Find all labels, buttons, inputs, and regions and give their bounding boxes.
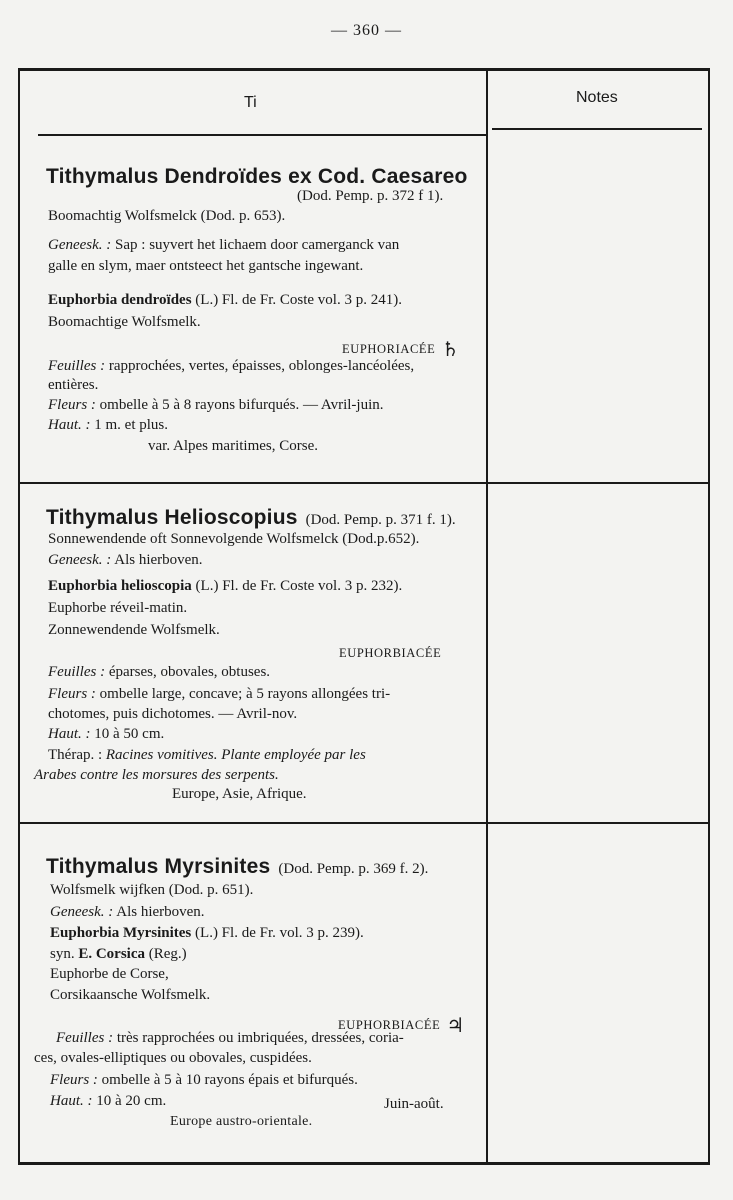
feuilles-line (48, 664, 270, 681)
entry-ref: (Dod. Pemp. p. 369 f. 2). (278, 861, 429, 877)
feuilles-text-cont: ces, ovales-elliptiques ou obovales, cuspidées. (34, 1050, 312, 1066)
common-name: Boomachtige Wolfsmelk. (48, 314, 201, 330)
header-rule-left (38, 134, 486, 136)
common-name-fr: Euphorbe réveil-matin. (48, 600, 188, 616)
dodoens-name: Boomachtig Wolfsmelck (Dod. p. 653). (48, 208, 286, 224)
synonym-line (50, 946, 187, 963)
distribution: Europe austro-orientale. (170, 1114, 313, 1129)
row-divider-2 (18, 822, 710, 824)
geneesk-text: Sap : suyvert het lichaem door camerganck van (115, 237, 400, 253)
feuilles-text: éparses, obovales, obtuses. (108, 664, 271, 680)
shrub-symbol-icon: ♄ (441, 337, 460, 361)
perennial-symbol-icon: ♃ (446, 1013, 465, 1037)
family-name: EUPHORBIACÉE (338, 1018, 441, 1032)
column-divider (486, 68, 488, 1165)
table-right-border (708, 68, 710, 1165)
row-divider-1 (18, 482, 710, 484)
table-left-border (18, 68, 20, 1165)
dodoens-name: Sonnewendende oft Sonnevolgende Wolfsmelck (Dod.p.652). (48, 531, 420, 547)
geneesk-label: Geneesk. : (48, 552, 112, 568)
geneesk-text-cont: galle en slym, maer ontsteect het gantsche ingewant. (48, 258, 364, 274)
page-number: — 360 — (331, 22, 402, 39)
fleurs-line (48, 686, 390, 703)
feuilles-label: Feuilles : (56, 1030, 114, 1046)
haut-text: 1 m. et plus. (94, 417, 168, 433)
species-ref: (L.) Fl. de Fr. vol. 3 p. 239). (195, 925, 364, 941)
entry-title: Tithymalus Myrsinites (46, 855, 271, 878)
entry-ref: (Dod. Pemp. p. 372 f 1). (297, 188, 444, 204)
entry-heading (46, 506, 456, 530)
fleurs-label: Fleurs : (48, 686, 96, 702)
family-name: EUPHORBIACÉE (339, 646, 442, 660)
haut-label: Haut. : (48, 417, 91, 433)
haut-label: Haut. : (50, 1093, 93, 1109)
haut-label: Haut. : (48, 726, 91, 742)
therap-line (48, 747, 366, 764)
fleurs-label: Fleurs : (48, 397, 96, 413)
dodoens-name: Wolfsmelk wijfken (Dod. p. 651). (50, 882, 254, 898)
fleurs-text: ombelle à 5 à 8 rayons bifurqués. — Avril-juin. (99, 397, 384, 413)
feuilles-text-cont: entières. (48, 377, 99, 393)
species-name: Euphorbia Myrsinites (50, 925, 192, 941)
feuilles-label: Feuilles : (48, 664, 106, 680)
syn-name: E. Corsica (78, 946, 146, 962)
syn-prefix: syn. (50, 946, 75, 962)
feuilles-label: Feuilles : (48, 358, 106, 374)
common-name-fr: Euphorbe de Corse, (50, 966, 169, 982)
geneesk-line (48, 552, 203, 569)
fleurs-text: ombelle large, concave; à 5 rayons allongées tri- (99, 686, 391, 702)
fleurs-text-cont: chotomes, puis dichotomes. — Avril-nov. (48, 706, 298, 722)
species-name: Euphorbia helioscopia (48, 578, 192, 594)
feuilles-text: rapprochées, vertes, épaisses, oblonges-lancéolées, (108, 358, 415, 374)
geneesk-text: Als hierboven. (114, 552, 203, 568)
season: Juin-août. (384, 1096, 444, 1112)
feuilles-line (56, 1030, 404, 1047)
therap-text: Racines vomitives. Plante employée par les (105, 747, 366, 763)
geneesk-text: Als hierboven. (116, 904, 205, 920)
common-name-nl: Zonnewendende Wolfsmelk. (48, 622, 220, 638)
fleurs-label: Fleurs : (50, 1072, 98, 1088)
entry-title: Tithymalus Dendroïdes ex Cod. Caesareo (46, 165, 468, 188)
fleurs-line (48, 397, 384, 414)
family-name: EUPHORIACÉE (342, 342, 436, 356)
table-bottom-rule (18, 1162, 710, 1165)
syn-ref: (Reg.) (148, 946, 187, 962)
entry-ref: (Dod. Pemp. p. 371 f. 1). (305, 512, 456, 528)
therap-text-cont: Arabes contre les morsures des serpents. (34, 767, 279, 783)
distribution: Europe, Asie, Afrique. (172, 786, 307, 802)
species-ref: (L.) Fl. de Fr. Coste vol. 3 p. 232). (195, 578, 403, 594)
fleurs-text: ombelle à 5 à 10 rayons épais et bifurqués. (101, 1072, 358, 1088)
haut-line (50, 1093, 166, 1110)
header-left: Ti (244, 94, 257, 111)
feuilles-line (48, 358, 414, 375)
geneesk-label: Geneesk. : (48, 237, 112, 253)
species-line (48, 292, 402, 309)
therap-label: Thérap. : (48, 747, 103, 763)
distribution: var. Alpes maritimes, Corse. (148, 438, 318, 454)
species-name: Euphorbia dendroïdes (48, 292, 192, 308)
header-rule-right (492, 128, 702, 130)
header-notes: Notes (576, 89, 618, 106)
haut-line (48, 726, 164, 743)
species-line (50, 925, 364, 942)
entry-heading (46, 855, 428, 879)
haut-text: 10 à 50 cm. (94, 726, 165, 742)
haut-text: 10 à 20 cm. (96, 1093, 167, 1109)
entry-title: Tithymalus Helioscopius (46, 506, 298, 529)
table-top-rule (18, 68, 710, 71)
geneesk-label: Geneesk. : (50, 904, 114, 920)
feuilles-text: très rapprochées ou imbriquées, dressées, coria- (116, 1030, 404, 1046)
family-line (342, 334, 460, 361)
common-name-nl: Corsikaansche Wolfsmelk. (50, 987, 211, 1003)
geneesk-line (48, 237, 399, 254)
haut-line (48, 417, 168, 434)
geneesk-line (50, 904, 205, 921)
species-ref: (L.) Fl. de Fr. Coste vol. 3 p. 241). (195, 292, 402, 308)
fleurs-line (50, 1072, 358, 1089)
species-line (48, 578, 402, 595)
